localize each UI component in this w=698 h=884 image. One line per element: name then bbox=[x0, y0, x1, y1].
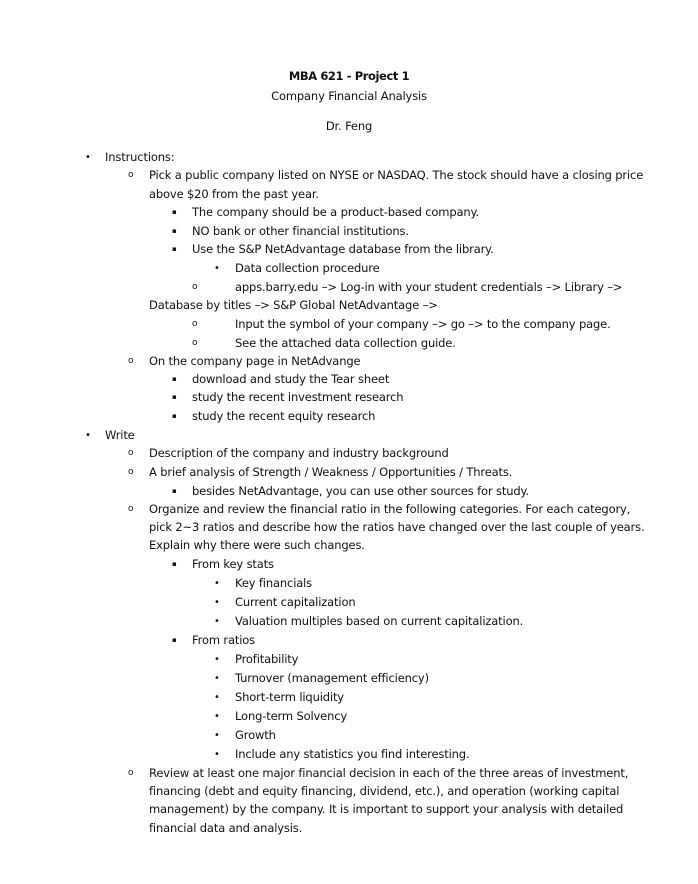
square-bullet: ▪ bbox=[172, 393, 177, 401]
square-bullet: ▪ bbox=[172, 227, 177, 235]
circle-bullet: o bbox=[128, 170, 134, 180]
short-term-text: Short-term liquidity bbox=[235, 690, 344, 704]
include-stats-text: Include any statistics you find interesting. bbox=[235, 747, 470, 761]
profitability-text: Profitability bbox=[235, 652, 299, 666]
key-financials-text: Key financials bbox=[235, 576, 313, 590]
disc-bullet: • bbox=[214, 692, 220, 703]
disc-bullet: • bbox=[214, 654, 220, 665]
disc-bullet: • bbox=[214, 578, 220, 589]
disc-bullet: • bbox=[214, 616, 220, 627]
from-ratios-text: From ratios bbox=[192, 633, 256, 647]
valuation-text: Valuation multiples based on current capitalization. bbox=[235, 614, 524, 628]
data-collection-text: Data collection procedure bbox=[235, 261, 380, 275]
tear-sheet-text: download and study the Tear sheet bbox=[192, 372, 390, 386]
square-bullet: ▪ bbox=[172, 208, 177, 216]
swot-text: A brief analysis of Strength / Weakness / Opportunities / Threats. bbox=[149, 465, 513, 479]
disc-bullet: • bbox=[214, 730, 220, 741]
company-page-text: On the company page in NetAdvange bbox=[149, 354, 361, 368]
circle-bullet: o bbox=[192, 282, 198, 292]
turnover-text: Turnover (management efficiency) bbox=[235, 671, 429, 685]
square-bullet: ▪ bbox=[172, 560, 177, 568]
no-bank-text: NO bank or other financial institutions. bbox=[192, 224, 409, 238]
square-bullet: ▪ bbox=[172, 636, 177, 644]
review-text-cont3: financial data and analysis. bbox=[149, 821, 303, 835]
square-bullet: ▪ bbox=[172, 245, 177, 253]
circle-bullet: o bbox=[128, 504, 134, 514]
pick-company-text-cont: above $20 from the past year. bbox=[149, 187, 319, 201]
write-heading: Write bbox=[105, 428, 135, 442]
disc-bullet: • bbox=[214, 263, 220, 274]
square-bullet: ▪ bbox=[172, 412, 177, 420]
disc-bullet: • bbox=[85, 152, 91, 163]
review-text-cont2: management) by the company. It is important to support your analysis with detailed bbox=[149, 802, 624, 816]
apps-path-text: apps.barry.edu –> Log-in with your student credentials –> Library –> bbox=[235, 280, 623, 294]
input-symbol-text: Input the symbol of your company –> go –> to the company page. bbox=[235, 317, 611, 331]
disc-bullet: • bbox=[214, 711, 220, 722]
product-based-text: The company should be a product-based company. bbox=[192, 205, 480, 219]
disc-bullet: • bbox=[214, 749, 220, 760]
disc-bullet: • bbox=[214, 597, 220, 608]
square-bullet: ▪ bbox=[172, 375, 177, 383]
circle-bullet: o bbox=[128, 768, 134, 778]
instructions-heading: Instructions: bbox=[105, 150, 175, 164]
page-title: MBA 621 - Project 1 bbox=[288, 69, 410, 83]
investment-research-text: study the recent investment research bbox=[192, 390, 404, 404]
current-cap-text: Current capitalization bbox=[235, 595, 356, 609]
growth-text: Growth bbox=[235, 728, 276, 742]
see-guide-text: See the attached data collection guide. bbox=[235, 336, 456, 350]
review-text: Review at least one major financial decision in each of the three areas of investment, bbox=[149, 766, 629, 780]
disc-bullet: • bbox=[85, 430, 91, 441]
organize-text: Organize and review the financial ratio in the following categories. For each category, bbox=[149, 502, 631, 516]
besides-text: besides NetAdvantage, you can use other sources for study. bbox=[192, 484, 530, 498]
apps-path-text-cont: Database by titles –> S&P Global NetAdvantage –> bbox=[149, 298, 438, 312]
pick-company-text: Pick a public company listed on NYSE or NASDAQ. The stock should have a closing price bbox=[149, 168, 644, 182]
description-text: Description of the company and industry background bbox=[149, 446, 449, 460]
circle-bullet: o bbox=[128, 448, 134, 458]
equity-research-text: study the recent equity research bbox=[192, 409, 376, 423]
page-subtitle: Company Financial Analysis bbox=[271, 89, 427, 103]
circle-bullet: o bbox=[128, 356, 134, 366]
circle-bullet: o bbox=[128, 467, 134, 477]
disc-bullet: • bbox=[214, 673, 220, 684]
circle-bullet: o bbox=[192, 338, 198, 348]
review-text-cont: financing (debt and equity financing, dividend, etc.), and operation (working capital bbox=[149, 784, 620, 798]
key-stats-text: From key stats bbox=[192, 557, 274, 571]
author-name: Dr. Feng bbox=[325, 119, 373, 133]
use-sp-text: Use the S&P NetAdvantage database from the library. bbox=[192, 242, 494, 256]
long-term-text: Long-term Solvency bbox=[235, 709, 348, 723]
organize-text-cont2: Explain why there were such changes. bbox=[149, 538, 365, 552]
circle-bullet: o bbox=[192, 319, 198, 329]
organize-text-cont: pick 2~3 ratios and describe how the ratios have changed over the last couple of years. bbox=[149, 520, 645, 534]
square-bullet: ▪ bbox=[172, 487, 177, 495]
